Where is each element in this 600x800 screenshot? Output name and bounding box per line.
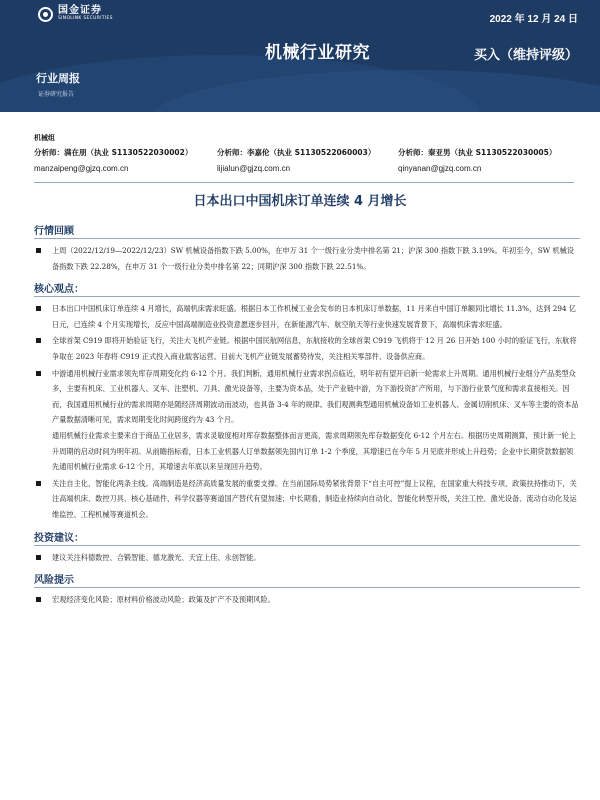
report-body <box>34 222 580 609</box>
section-title-risk: 风险提示 <box>34 571 580 588</box>
list-item <box>34 476 580 523</box>
report-type: 行业周报 <box>36 72 80 85</box>
divider <box>34 182 574 183</box>
list-item <box>34 333 580 364</box>
bullet-square-icon <box>36 248 41 253</box>
bullet-square-icon <box>36 306 41 311</box>
analyst-list <box>34 147 574 187</box>
bullet-text: 宏观经济变化风险；原材料价格波动风险；政策及扩产不及预期风险。 <box>52 595 275 605</box>
analyst-name: 分析师：李嘉伦（执业 S1130522060003） <box>217 148 376 157</box>
bullet-text: 上周（2022/12/19—2022/12/23）SW 机械设备指数下跌 5.00%，在申万 31 个一级行业分类中排名第 21；沪深 300 指数下跌 3.19%。年初至今，SW 机械设备指数下跌 22.28%，在申万 31 个一级行业分类中排名第 22；同期沪深 300 指数下跌 22.51%。 <box>52 246 574 271</box>
research-group: 机械组 <box>34 134 55 142</box>
bullet-square-icon <box>36 371 41 376</box>
report-title: 机械行业研究 <box>265 43 370 63</box>
analyst-email[interactable]: manzaipeng@gjzq.com.cn <box>34 164 129 173</box>
analyst-item <box>217 147 375 173</box>
list-item <box>34 366 580 475</box>
list-item <box>34 550 580 566</box>
analyst-item <box>398 147 556 173</box>
bullet-square-icon <box>36 555 41 560</box>
bullet-text: 日本出口中国机床订单连续 4 月增长，高端机床需求旺盛。根据日本工作机械工业会发布的日本机床订单数据，11 月来自中国订单额同比增长 11.3%，达到 294 亿日元，已连续 4 个月实现增长，反应中国高端制造业投资意愿逐步回升，在新能源汽车、航空航天等行业快速发展背景下，高端机床需求旺盛。 <box>52 304 576 329</box>
bullet-square-icon <box>36 338 41 343</box>
section-title-views: 核心观点： <box>34 280 580 297</box>
report-category: 证券研究报告 <box>38 91 75 98</box>
analyst-name: 分析师：秦亚男（执业 S1130522030005） <box>398 148 557 157</box>
list-item <box>34 243 580 274</box>
logo-name: 国金证券 <box>58 5 102 17</box>
bullet-text: 中游通用机械行业需求领先库存周期变化约 6-12 个月。我们判断，通用机械行业需求拐点临近，明年初有望开启新一轮需求上升周期。通用机械行业细分产品类型众多，主要有机床、工业机器人、叉车、注塑机、刀具、激光设备等，主要为资本品，处于产业链中游，为下游投资扩产所用，与下游行业景气度和需求直接相关。因而，我国通用机械行业的需求周期亦是随经济周期波动而波动，也具备 3-4 年的规律。我们观测典型通用机械设备如工业机器人、金属切削机床、叉车等主要的资本品产量数据清晰可见，需求周期变化时间跨度约为 43 个月。 <box>52 368 579 425</box>
rating-badge: 买入（维持评级） <box>473 48 578 63</box>
analyst-item <box>34 147 192 173</box>
analyst-name: 分析师：满在朋（执业 S1130522030002） <box>34 148 193 157</box>
bullet-text: 关注自主化、智能化两条主线。高端制造是经济高质量发展的重要支撑。在当前国际局势紧张背景下“自主可控”提上议程，在国家重大科技专项、政策扶持推动下，关注高端机床、数控刀具、核心基础件、科学仪器等赛道国产替代有望加速；中长期看，制造业持续向自动化、智能化转型升级，关注工控、激光设备、流动自动化及运维监控、工程机械等赛道机会。 <box>52 478 577 519</box>
bullet-text: 建议关注科德数控、合锻智能、德龙激光、天宜上佳、永创智能。 <box>52 552 261 562</box>
logo-english: SINOLINK SECURITIES <box>58 16 113 22</box>
analyst-email[interactable]: qinyanan@gjzq.com.cn <box>398 164 482 173</box>
section-title-review: 行情回顾 <box>34 222 580 239</box>
analyst-email[interactable]: lijialun@gjzq.com.cn <box>217 164 291 173</box>
section-title-advice: 投资建议： <box>34 529 580 546</box>
company-logo <box>38 5 113 23</box>
bullet-text: 通用机械行业需求主要来自于商品工业居多，需求灵敏度相对库存数据整体而言更高，需求周期领先库存数据变化 6-12 个月左右。根据历史周期测算，预计新一轮上升周期的启动时间为明年初。从前瞻指标看，日本工业机器人订单数据领先国内订单 1-2 个季度，其增速已在今年 5 月见底并形成上升趋势；企业中长期贷款数据领先通用机械行业需求 6-12 个月，其增速去年底以来呈现回升趋势。 <box>52 430 576 472</box>
bullet-square-icon <box>36 597 41 602</box>
bullet-text: 全球首架 C919 即将开始验证飞行，关注大飞机产业链。根据中国民航网信息，东航接收的全球首架 C919 飞机将于 12 月 26 日开始 100 小时的验证飞行，东航将争取在 2023 年春将 C919 正式投入商业载客运营。目前大飞机产业链发展蓄势待发，关注相关零部件、设备供应商。 <box>52 336 577 361</box>
list-item <box>34 592 580 608</box>
report-date: 2022 年 12 月 24 日 <box>489 14 578 25</box>
header-banner <box>0 0 600 112</box>
list-item <box>34 301 580 332</box>
logo-mark-icon <box>38 7 53 22</box>
bullet-square-icon <box>36 481 41 486</box>
report-headline: 日本出口中国机床订单连续 4 月增长 <box>193 194 407 209</box>
